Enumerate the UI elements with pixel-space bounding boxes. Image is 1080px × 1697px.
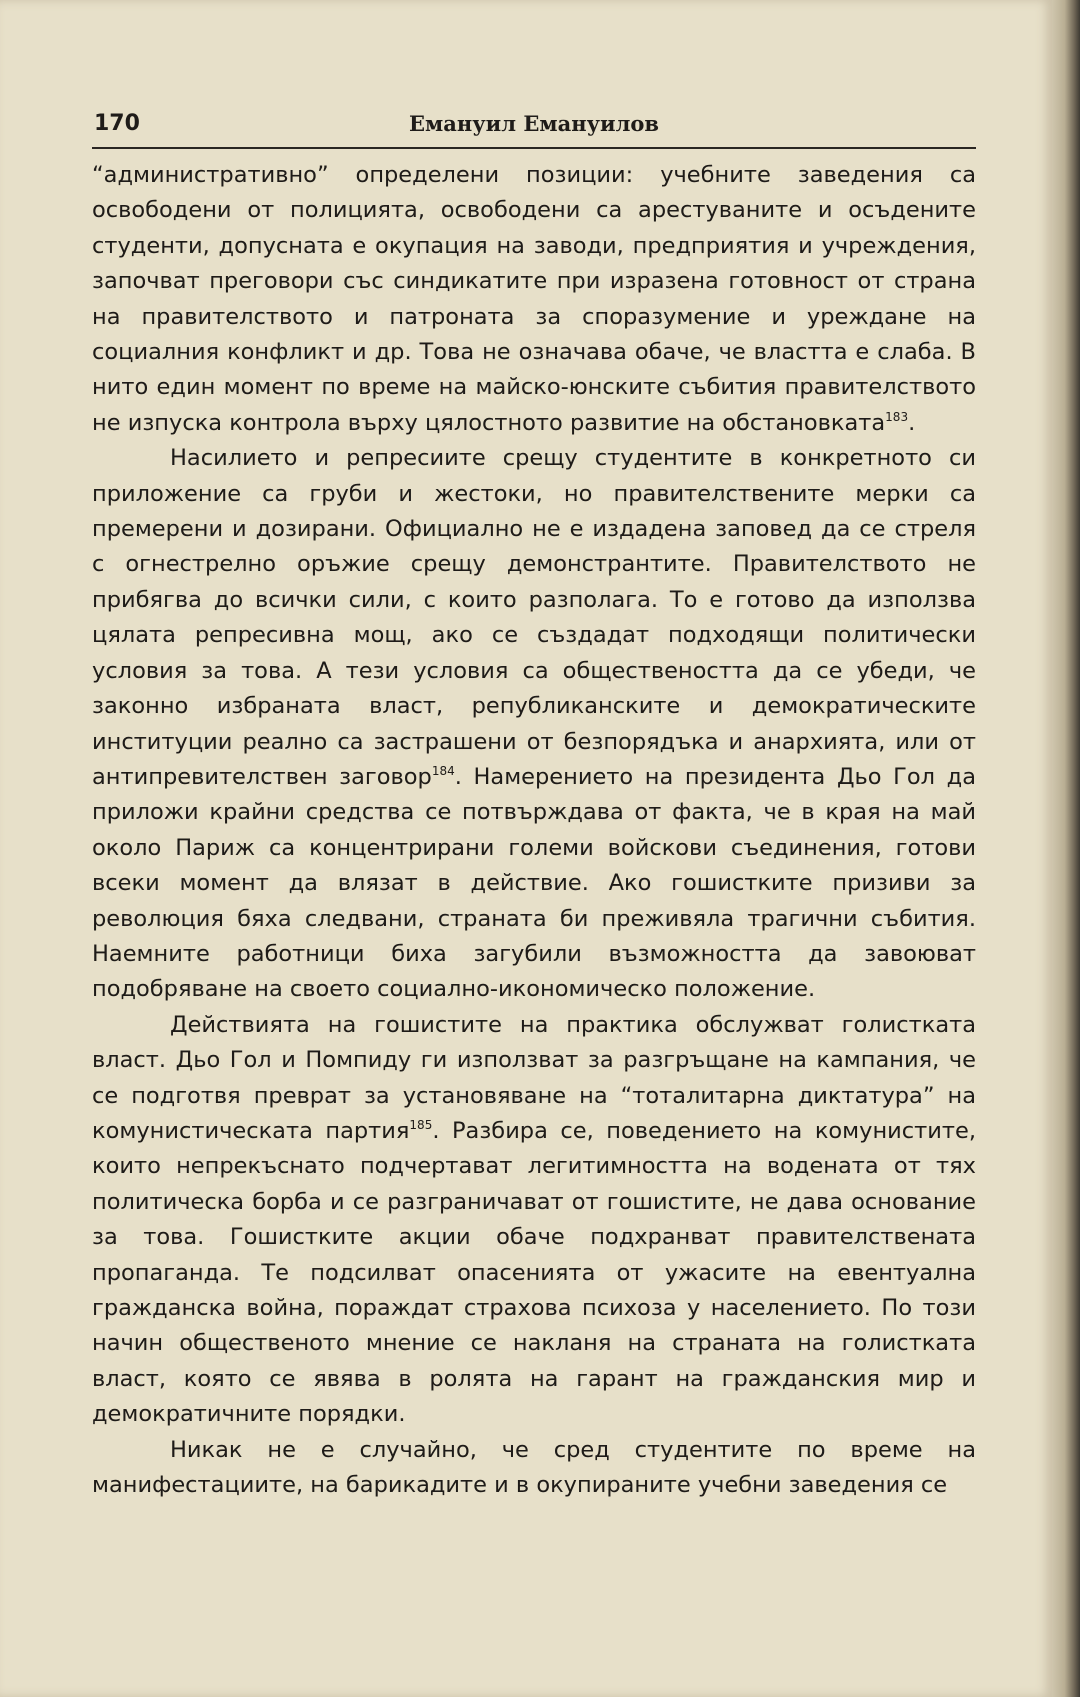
body-text [92, 158, 976, 1503]
paragraph-4 [92, 1433, 976, 1504]
paragraph-text: . Разбира се, поведението на комунистите, които непрекъснато подчертават легитимността на водената от тях политическа борба и се разграничават от гошистите, не дава основание за това. Гошистките акции обаче подхранват правителствената пропаганда. Те подсилват опасенията от ужасите на евентуална гражданска война, пораждат страхова психоза у населението. По този начин общественото мнение се накланя на страната на голистката власт, която се явява в ролята на гарант на гражданския мир и демократичните порядки. [92, 1117, 976, 1428]
paragraph-text: “административно” определени позиции: учебните заведения са освободени от полицията, освободени са арестуваните и осъдените студенти, допусната е окупация на заводи, предприятия и учреждения, започват преговори със синдикатите при изразена готовност от страна на правителството и патроната за споразумение и уреждане на социалния конфликт и др. Това не означава обаче, че властта е слаба. В нито един момент по време на майско-юнските събития правителството не изпуска контрола върху цялостното развитие на обстановката [92, 162, 976, 436]
page-edge [1052, 0, 1080, 1697]
paragraph-1 [92, 158, 976, 441]
running-title: Емануил Емануилов [408, 111, 659, 136]
paragraph-text: Насилието и репресиите срещу студентите в конкретното си приложение са груби и жестоки, но правителствените мерки са премерени и дозирани. Официално не е издадена заповед да се стреля с огнестрелно оръжие срещу демонстрантите. Правителството не прибягва до всички сили, с които разполага. То е готово да използва цялата репресивна мощ, ако се създадат подходящи политически условия за това. А тези условия са обществеността да се убеди, че законно избраната власт, републиканските и демократическите институции реално са застрашени от безпорядъка и анархията, или от антипревителствен заговор [92, 445, 976, 790]
footnote-ref: 185 [409, 1117, 433, 1132]
page-number: 170 [94, 111, 140, 136]
page-header [92, 111, 976, 149]
footnote-ref: 183 [885, 409, 909, 424]
paragraph-text: . Намерението на президента Дьо Гол да приложи крайни средства се потвърждава от факта, че в края на май около Париж са концентрирани големи войскови съединения, готови всеки момент да влязат в действие. Ако гошистките призиви за революция бяха следвани, страната би преживяла трагични събития. Наемните работници биха загубили възможността да завоюват подобряване на своето социално-икономическо положение. [92, 763, 976, 1003]
paragraph-text: Никак не е случайно, че сред студентите по време на манифестациите, на барикадите и в окупираните учебни заведения се [92, 1436, 976, 1499]
paragraph-text: Действията на гошистите на практика обслужват голистката власт. Дьо Гол и Помпиду ги използват за разгръщане на кампания, че се подготвя преврат за установяване на “тоталитарна диктатура” на комунистическата партия [92, 1011, 976, 1144]
paragraph-2 [92, 441, 976, 1008]
paragraph-text: . [908, 409, 916, 436]
paragraph-3 [92, 1008, 976, 1433]
footnote-ref: 184 [431, 763, 455, 778]
